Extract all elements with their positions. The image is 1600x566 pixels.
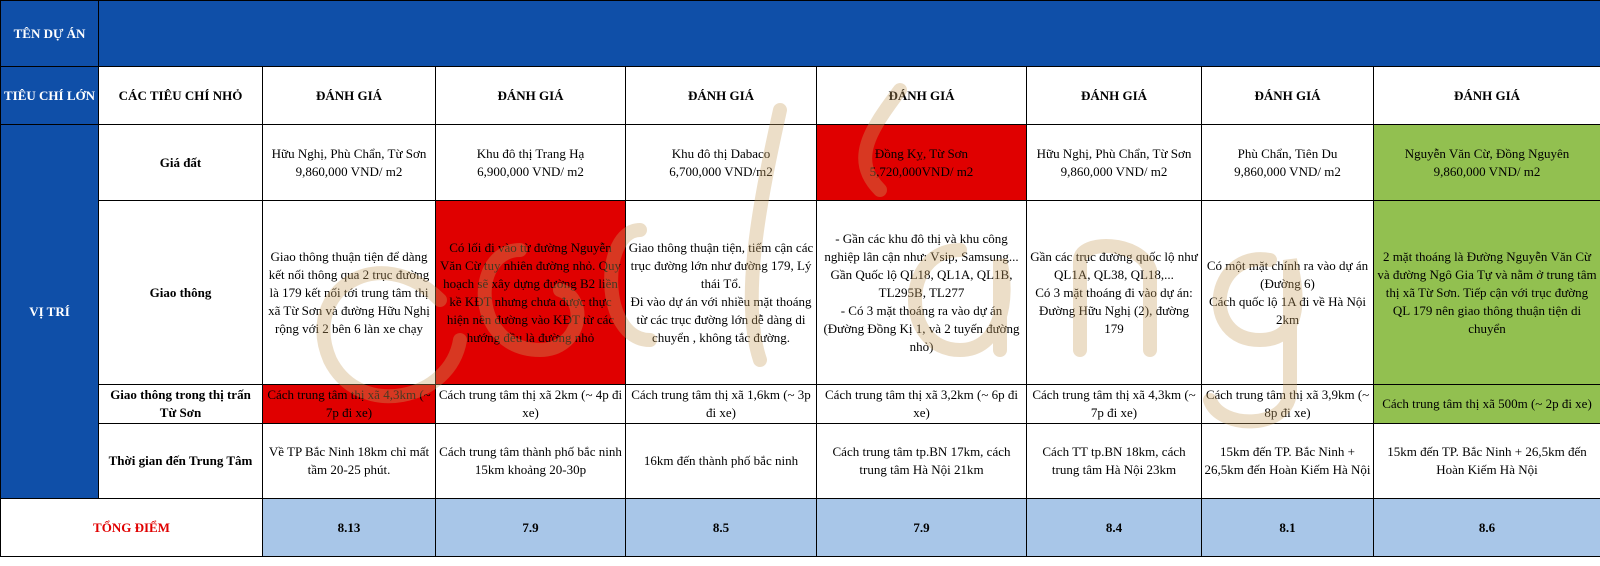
cell-text-line: Đồng Kỵ, Từ Sơn bbox=[874, 145, 969, 161]
total-score: 8.13 bbox=[263, 499, 436, 557]
evaluation-cell bbox=[436, 385, 626, 424]
evaluation-header: ĐÁNH GIÁ bbox=[263, 67, 436, 125]
evaluation-cell bbox=[1027, 424, 1202, 499]
evaluation-cell bbox=[817, 201, 1027, 385]
evaluation-cell bbox=[1374, 125, 1600, 201]
cell-text-line: Cách trung tâm thị xã 4,3km (~ 7p đi xe) bbox=[1032, 387, 1196, 420]
evaluation-cell bbox=[436, 125, 626, 201]
total-score: 7.9 bbox=[436, 499, 626, 557]
cell-text-line: Giao thông thuận tiện, tiếm cận các trục đường lớn như đường 179, Lý thái Tổ. bbox=[628, 239, 814, 291]
evaluation-cell bbox=[1027, 385, 1202, 424]
cell-text-line: Cách TT tp.BN 18km, cách trung tâm Hà Nội 23km bbox=[1042, 444, 1186, 477]
project-name-value bbox=[99, 1, 1600, 67]
evaluation-cell bbox=[1027, 125, 1202, 201]
cell-text-line: 9,860,000 VND/ m2 bbox=[1234, 163, 1341, 179]
cell-text-line: Hữu Nghị, Phù Chẩn, Từ Sơn bbox=[271, 145, 427, 161]
evaluation-cell bbox=[436, 201, 626, 385]
criterion-label: Giá đất bbox=[99, 125, 263, 201]
evaluation-header: ĐÁNH GIÁ bbox=[1027, 67, 1202, 125]
evaluation-cell bbox=[1027, 201, 1202, 385]
cell-text-line: Có 3 mặt thoáng đi vào dự án: Đường Hữu Nghị (2), đường 179 bbox=[1035, 284, 1193, 336]
cell-text-line: Cách trung tâm thị xã 3,2km (~ 6p đi xe) bbox=[825, 387, 1018, 420]
evaluation-cell bbox=[817, 424, 1027, 499]
total-score: 8.6 bbox=[1374, 499, 1600, 557]
cell-text-line: 2 mặt thoáng là Đường Nguyễn Văn Cừ và đường Ngô Gia Tự và nằm ở trung tâm thị xã Từ Sơn. Tiếp cận với trục đường QL 179 nên giao thông thuận tiện di chuyển bbox=[1377, 248, 1597, 336]
evaluation-cell bbox=[263, 125, 436, 201]
evaluation-cell bbox=[263, 385, 436, 424]
sub-criteria-header: CÁC TIÊU CHÍ NHỎ bbox=[99, 67, 263, 125]
total-score-label: TỔNG ĐIỂM bbox=[1, 499, 263, 557]
cell-text-line: Cách trung tâm thành phố bắc ninh 15km khoảng 20-30p bbox=[439, 444, 622, 477]
evaluation-cell bbox=[1202, 201, 1374, 385]
evaluation-header: ĐÁNH GIÁ bbox=[1374, 67, 1600, 125]
total-score: 8.5 bbox=[626, 499, 817, 557]
project-name-label: TÊN DỰ ÁN bbox=[1, 1, 99, 67]
cell-text-line: 5,720,000VND/ m2 bbox=[869, 163, 974, 179]
table-row bbox=[1, 201, 1600, 385]
evaluation-cell bbox=[436, 424, 626, 499]
cell-text-line: Cách quốc lộ 1A đi về Hà Nội 2km bbox=[1208, 293, 1367, 327]
evaluation-cell bbox=[263, 201, 436, 385]
total-row bbox=[1, 499, 1600, 557]
cell-text-line: 6,900,000 VND/ m2 bbox=[477, 163, 584, 179]
criterion-label: Thời gian đến Trung Tâm bbox=[99, 424, 263, 499]
cell-text-line: Gần các trục đường quốc lộ như QL1A, QL38, QL18,... bbox=[1030, 248, 1198, 282]
cell-text-line: 6,700,000 VND/m2 bbox=[669, 163, 773, 179]
evaluation-header: ĐÁNH GIÁ bbox=[436, 67, 626, 125]
evaluation-cell bbox=[1202, 385, 1374, 424]
evaluation-cell bbox=[1202, 125, 1374, 201]
cell-text-line: - Gần các khu đô thị và khu công nghiệp lân cận như: Vsip, Samsung... Gần Quốc lộ QL18, QL1A, QL1B, TL295B, TL277 bbox=[824, 230, 1019, 300]
table-row bbox=[1, 125, 1600, 201]
table-row bbox=[1, 424, 1600, 499]
evaluation-cell bbox=[263, 424, 436, 499]
cell-text-line: - Có 3 mặt thoáng ra vào dự án (Đường Đồng Kị 1, và 2 tuyến đường nhỏ) bbox=[823, 302, 1020, 354]
evaluation-cell bbox=[817, 125, 1027, 201]
evaluation-header: ĐÁNH GIÁ bbox=[817, 67, 1027, 125]
cell-text-line: Hữu Nghị, Phù Chẩn, Từ Sơn bbox=[1036, 145, 1192, 161]
cell-text-line: Có lối đi vào từ đường Nguyễn Văn Cừ tuy nhiên đường nhỏ. Quy hoạch sẽ xây dựng đường B2 liền kề KĐT nhưng chưa được thực hiện nên đường vào KĐT từ các hướng đều là đường nhỏ bbox=[440, 239, 621, 345]
total-score: 7.9 bbox=[817, 499, 1027, 557]
cell-text-line: Cách trung tâm tp.BN 17km, cách trung tâm Hà Nội 21km bbox=[832, 444, 1011, 477]
cell-text-line: Khu đô thị Dabaco bbox=[671, 145, 771, 161]
evaluation-cell bbox=[1202, 424, 1374, 499]
cell-text-line: Phù Chẩn, Tiên Du bbox=[1237, 145, 1338, 161]
group-label-vi-tri: VỊ TRÍ bbox=[1, 125, 99, 499]
cell-text-line: Cách trung tâm thị xã 1,6km (~ 3p đi xe) bbox=[631, 387, 811, 420]
evaluation-cell bbox=[626, 201, 817, 385]
cell-text-line: Về TP Bắc Ninh 18km chỉ mất tầm 20-25 phút. bbox=[268, 444, 430, 477]
cell-text-line: 9,860,000 VND/ m2 bbox=[295, 163, 403, 179]
evaluation-cell bbox=[626, 125, 817, 201]
cell-text-line: Khu đô thị Trang Hạ bbox=[476, 145, 585, 161]
table-row bbox=[1, 385, 1600, 424]
cell-text-line: Giao thông thuận tiện để dàng kết nối thông qua 2 trục đường là 179 kết nối tới trung tâm thị xã Từ Sơn và đường Hữu Nghị rộng với 2 bên 6 làn xe chạy bbox=[268, 248, 430, 336]
evaluation-header: ĐÁNH GIÁ bbox=[626, 67, 817, 125]
cell-text-line: 9,860,000 VND/ m2 bbox=[1060, 163, 1168, 179]
cell-text-line: Có một mặt chính ra vào dự án (Đường 6) bbox=[1206, 257, 1369, 291]
cell-text-line: 15km đến TP. Bắc Ninh + 26,5km đến Hoàn Kiếm Hà Nội bbox=[1204, 444, 1371, 477]
criterion-label: Giao thông bbox=[99, 201, 263, 385]
criterion-label: Giao thông trong thị trấn Từ Sơn bbox=[99, 385, 263, 424]
cell-text-line: Cách trung tâm thị xã 3,9km (~ 8p đi xe) bbox=[1205, 387, 1370, 420]
main-criteria-header: TIÊU CHÍ LỚN bbox=[1, 67, 99, 125]
total-score: 8.1 bbox=[1202, 499, 1374, 557]
evaluation-cell bbox=[1374, 424, 1600, 499]
evaluation-header: ĐÁNH GIÁ bbox=[1202, 67, 1374, 125]
cell-text-line: 16km đến thành phố bắc ninh bbox=[643, 453, 799, 468]
evaluation-cell bbox=[1374, 201, 1600, 385]
evaluation-cell bbox=[626, 385, 817, 424]
evaluation-cell bbox=[626, 424, 817, 499]
cell-text-line: Cách trung tâm thị xã 500m (~ 2p đi xe) bbox=[1382, 396, 1592, 411]
evaluation-cell bbox=[1374, 385, 1600, 424]
cell-text-line: Đi vào dự án với nhiều mặt thoáng từ các trục đường lớn dễ dàng di chuyển , không tắc đường. bbox=[630, 293, 812, 345]
cell-text-line: Cách trung tâm thị xã 4,3km (~ 7p đi xe) bbox=[267, 387, 431, 420]
cell-text-line: 9,860,000 VND/ m2 bbox=[1433, 163, 1541, 179]
total-score: 8.4 bbox=[1027, 499, 1202, 557]
cell-text-line: 15km đến TP. Bắc Ninh + 26,5km đến Hoàn Kiếm Hà Nội bbox=[1387, 444, 1587, 477]
cell-text-line: Nguyễn Văn Cừ, Đồng Nguyên bbox=[1404, 145, 1570, 161]
cell-text-line: Cách trung tâm thị xã 2km (~ 4p đi xe) bbox=[438, 387, 623, 420]
evaluation-cell bbox=[817, 385, 1027, 424]
